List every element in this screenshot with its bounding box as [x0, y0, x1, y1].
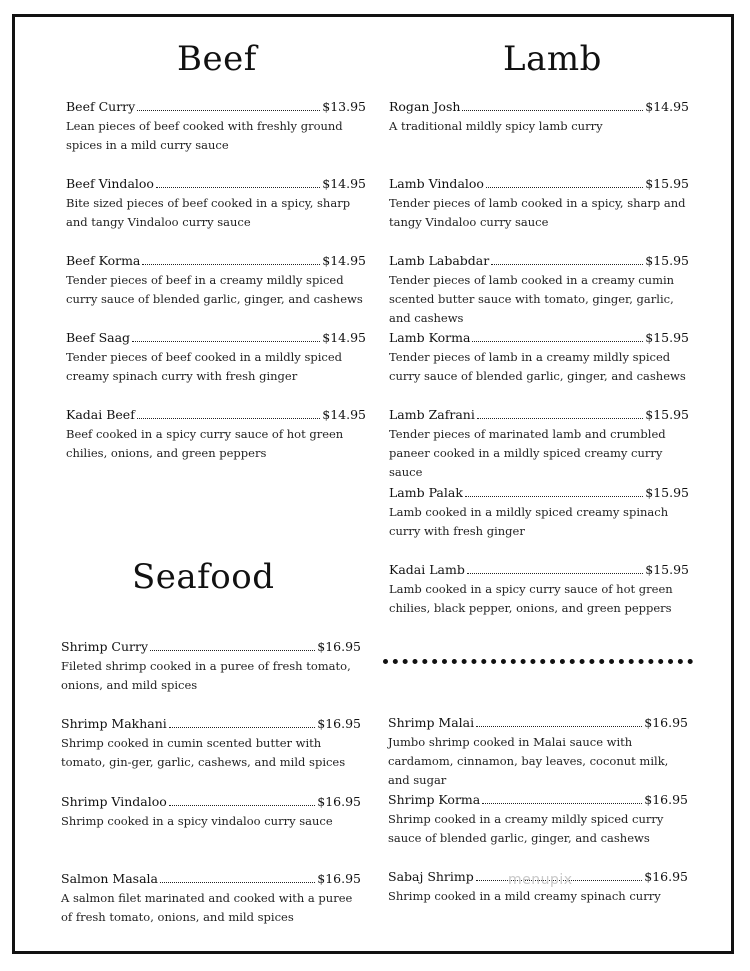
menu-item-lamb-vindaloo: [389, 175, 689, 232]
item-name: Shrimp Vindaloo: [61, 794, 167, 809]
menu-item-shrimp-malai: [388, 714, 688, 790]
item-price: $14.95: [322, 330, 366, 345]
dot-leader: [137, 110, 320, 111]
dot-leader: [150, 650, 315, 651]
item-name: Beef Korma: [66, 253, 141, 268]
watermark: menupix: [508, 872, 573, 888]
item-name: Kadai Lamb: [389, 562, 465, 577]
dot-leader: [462, 110, 643, 111]
item-description: Beef cooked in a spicy curry sauce of hot green chilies, onions, and green peppers: [66, 427, 344, 460]
dot-leader: [465, 496, 643, 497]
menu-item-kadai-lamb: [389, 561, 689, 618]
menu-item-shrimp-makhani: [61, 715, 361, 772]
item-name: Lamb Palak: [389, 485, 463, 500]
item-price: $15.95: [645, 330, 689, 345]
menu-item-rogan-josh: [389, 98, 689, 136]
item-price: $16.95: [317, 794, 361, 809]
item-description: Tender pieces of lamb cooked in a spicy, sharp and tangy Vindaloo curry sauce: [389, 196, 686, 229]
menu-item-shrimp-korma: [388, 791, 688, 848]
item-description: Lean pieces of beef cooked with freshly ground spices in a mild curry sauce: [66, 119, 343, 152]
item-name: Kadai Beef: [66, 407, 135, 422]
item-description: Shrimp cooked in a creamy mildly spiced curry sauce of blended garlic, ginger, and cashews: [388, 812, 664, 845]
dot-leader: [482, 803, 642, 804]
item-name: Beef Vindaloo: [66, 176, 154, 191]
item-name: Beef Saag: [66, 330, 131, 345]
menu-item-lamb-lababdar: [389, 252, 689, 328]
section-title-lamb: Lamb: [503, 39, 602, 79]
menu-item-kadai-beef: [66, 406, 366, 463]
item-name: Shrimp Makhani: [61, 716, 167, 731]
item-name: Lamb Vindaloo: [389, 176, 484, 191]
item-price: $16.95: [317, 716, 361, 731]
dot-leader: [169, 805, 315, 806]
item-description: Lamb cooked in a spicy curry sauce of hot green chilies, black pepper, onions, and green peppers: [389, 582, 673, 615]
item-description: Fileted shrimp cooked in a puree of fresh tomato, onions, and mild spices: [61, 659, 351, 692]
item-price: $15.95: [645, 407, 689, 422]
item-price: $16.95: [644, 792, 688, 807]
item-price: $16.95: [317, 639, 361, 654]
item-description: Tender pieces of beef in a creamy mildly spiced curry sauce of blended garlic, ginger, and cashews: [66, 273, 363, 306]
section-title-seafood: Seafood: [132, 557, 275, 597]
item-description: Tender pieces of marinated lamb and crumbled paneer cooked in a mildly spiced creamy curry sauce: [389, 427, 666, 479]
dot-leader: [132, 341, 320, 342]
item-description: Tender pieces of lamb in a creamy mildly spiced curry sauce of blended garlic, ginger, and cashews: [389, 350, 686, 383]
dot-leader: [156, 187, 320, 188]
dot-leader: [169, 727, 315, 728]
dot-leader: [137, 418, 320, 419]
menu-item-lamb-palak: [389, 484, 689, 541]
item-description: Shrimp cooked in a mild creamy spinach curry: [388, 889, 661, 903]
item-name: Rogan Josh: [389, 99, 461, 114]
item-price: $14.95: [645, 99, 689, 114]
item-name: Lamb Lababdar: [389, 253, 490, 268]
item-price: $13.95: [322, 99, 366, 114]
menu-item-lamb-zafrani: [389, 406, 689, 482]
item-description: Shrimp cooked in cumin scented butter with tomato, gin-ger, garlic, cashews, and mild spices: [61, 736, 346, 769]
item-price: $14.95: [322, 253, 366, 268]
section-title-beef: Beef: [177, 39, 257, 79]
item-price: $14.95: [322, 176, 366, 191]
dot-leader: [491, 264, 643, 265]
item-name: Beef Curry: [66, 99, 136, 114]
item-description: Bite sized pieces of beef cooked in a spicy, sharp and tangy Vindaloo curry sauce: [66, 196, 351, 229]
dot-leader: [467, 573, 643, 574]
item-description: A traditional mildly spicy lamb curry: [389, 119, 603, 133]
item-price: $15.95: [645, 253, 689, 268]
item-name: Lamb Zafrani: [389, 407, 475, 422]
item-price: $15.95: [645, 485, 689, 500]
dot-leader: [142, 264, 320, 265]
item-price: $15.95: [645, 562, 689, 577]
item-name: Lamb Korma: [389, 330, 471, 345]
menu-item-beef-saag: [66, 329, 366, 386]
menu-item-salmon-masala: [61, 870, 361, 927]
item-description: Tender pieces of beef cooked in a mildly spiced creamy spinach curry with fresh ginger: [66, 350, 343, 383]
menu-item-beef-korma: [66, 252, 366, 309]
item-description: Jumbo shrimp cooked in Malai sauce with cardamom, cinnamon, bay leaves, coconut milk, and sugar: [388, 735, 669, 787]
item-price: $15.95: [645, 176, 689, 191]
menu-item-shrimp-vindaloo: [61, 793, 361, 831]
item-price: $14.95: [322, 407, 366, 422]
item-name: Shrimp Malai: [388, 715, 475, 730]
menu-item-shrimp-curry: [61, 638, 361, 695]
item-name: Shrimp Korma: [388, 792, 481, 807]
item-description: Tender pieces of lamb cooked in a creamy cumin scented butter sauce with tomato, ginger, garlic, and cashews: [389, 273, 675, 325]
menu-item-lamb-korma: [389, 329, 689, 386]
section-divider: [383, 659, 693, 664]
item-price: $16.95: [644, 715, 688, 730]
dot-leader: [160, 882, 315, 883]
dot-leader: [472, 341, 643, 342]
item-price: $16.95: [644, 869, 688, 884]
menu-item-beef-curry: [66, 98, 366, 155]
item-name: Salmon Masala: [61, 871, 158, 886]
menu-item-beef-vindaloo: [66, 175, 366, 232]
dot-leader: [477, 418, 643, 419]
item-price: $16.95: [317, 871, 361, 886]
item-name: Shrimp Curry: [61, 639, 149, 654]
item-description: A salmon filet marinated and cooked with a puree of fresh tomato, onions, and mild spices: [61, 891, 353, 924]
dot-leader: [486, 187, 643, 188]
item-description: Lamb cooked in a mildly spiced creamy spinach curry with fresh ginger: [389, 505, 669, 538]
dot-leader: [476, 726, 642, 727]
item-description: Shrimp cooked in a spicy vindaloo curry sauce: [61, 814, 333, 828]
item-name: Sabaj Shrimp: [388, 869, 474, 884]
